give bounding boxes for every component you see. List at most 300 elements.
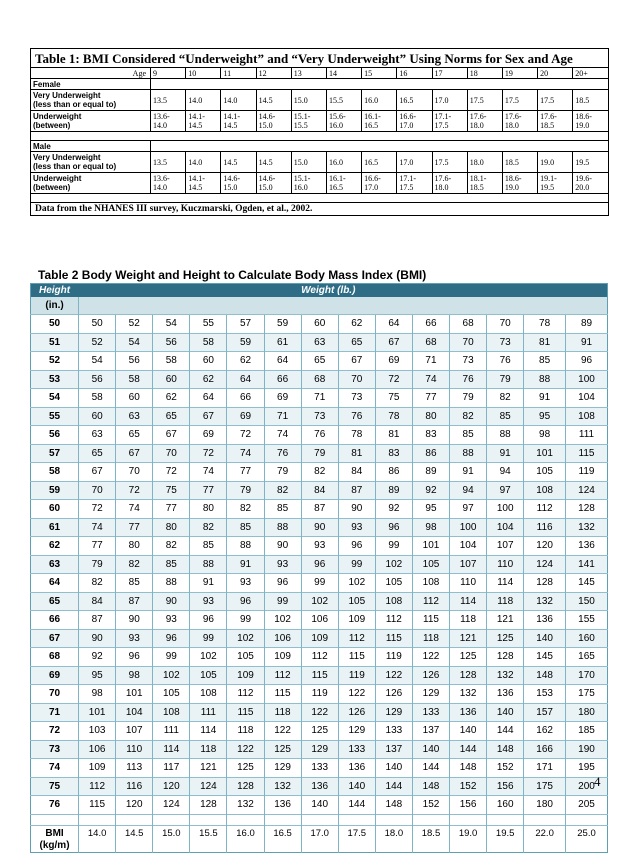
weight-cell: 140 xyxy=(487,703,524,722)
weight-cell: 97 xyxy=(450,500,487,519)
height-header: Height xyxy=(31,284,302,298)
weight-cell: 61 xyxy=(264,333,301,352)
male-underweight-cell: 16.1- 16.5 xyxy=(326,173,361,194)
weight-cell: 93 xyxy=(227,574,264,593)
female-underweight-cell: 17.6- 18.0 xyxy=(467,111,502,132)
height-cell: 72 xyxy=(31,722,79,741)
weight-cell: 129 xyxy=(412,685,449,704)
weight-cell: 109 xyxy=(227,666,264,685)
weight-cell: 80 xyxy=(116,537,153,556)
weight-cell: 67 xyxy=(338,352,375,371)
weight-cell: 79 xyxy=(264,463,301,482)
weight-cell: 104 xyxy=(116,703,153,722)
age-cell: 17 xyxy=(432,68,467,79)
female-underweight-cell: 15.6- 16.0 xyxy=(326,111,361,132)
height-cell: 66 xyxy=(31,611,79,630)
weight-cell: 140 xyxy=(524,629,566,648)
bmi-cell: 16.5 xyxy=(264,825,301,852)
bmi-cell: 15.5 xyxy=(190,825,227,852)
male-very-underweight-cell: 16.0 xyxy=(326,152,361,173)
weight-cell: 91 xyxy=(190,574,227,593)
weight-cell: 148 xyxy=(450,759,487,778)
weight-cell: 93 xyxy=(301,537,338,556)
weight-cell: 119 xyxy=(375,648,412,667)
table-row xyxy=(31,777,608,796)
weight-cell: 87 xyxy=(116,592,153,611)
age-cell: 20+ xyxy=(573,68,608,79)
weight-cell: 118 xyxy=(227,722,264,741)
height-cell: 71 xyxy=(31,703,79,722)
weight-cell: 108 xyxy=(190,685,227,704)
weight-cell: 129 xyxy=(375,703,412,722)
weight-cell: 66 xyxy=(412,315,449,334)
weight-cell: 121 xyxy=(487,611,524,630)
weight-cell: 88 xyxy=(227,537,264,556)
weight-cell: 156 xyxy=(487,777,524,796)
weight-cell: 81 xyxy=(338,444,375,463)
male-underweight-cell: 18.1- 18.5 xyxy=(467,173,502,194)
male-underweight-label: Underweight (between) xyxy=(31,173,151,194)
female-very-underweight-cell: 13.5 xyxy=(151,90,186,111)
weight-cell: 82 xyxy=(264,481,301,500)
weight-cell: 60 xyxy=(79,407,116,426)
weight-cell: 140 xyxy=(412,740,449,759)
bmi-cell: 14.0 xyxy=(79,825,116,852)
height-cell: 76 xyxy=(31,796,79,815)
table-row xyxy=(31,370,608,389)
table-row xyxy=(31,426,608,445)
weight-cell: 190 xyxy=(566,740,608,759)
age-cell: 14 xyxy=(326,68,361,79)
weight-cell: 78 xyxy=(375,407,412,426)
weight-cell: 136 xyxy=(487,685,524,704)
weight-cell: 122 xyxy=(264,722,301,741)
weight-cell: 56 xyxy=(116,352,153,371)
male-underweight-cell: 17.1- 17.5 xyxy=(397,173,432,194)
weight-cell: 102 xyxy=(264,611,301,630)
weight-cell: 114 xyxy=(487,574,524,593)
weight-cell: 99 xyxy=(264,592,301,611)
weight-cell: 109 xyxy=(79,759,116,778)
weight-cell: 108 xyxy=(524,481,566,500)
weight-cell: 90 xyxy=(79,629,116,648)
weight-cell: 98 xyxy=(412,518,449,537)
weight-cell: 86 xyxy=(375,463,412,482)
table1-title: Table 1: BMI Considered “Underweight” and “Very Underweight” Using Norms for Sex and Age xyxy=(31,49,609,68)
weight-cell: 91 xyxy=(227,555,264,574)
weight-cell: 101 xyxy=(412,537,449,556)
weight-cell: 85 xyxy=(153,555,190,574)
weight-cell: 145 xyxy=(566,574,608,593)
bmi-cell: 22.0 xyxy=(524,825,566,852)
weight-cell: 133 xyxy=(301,759,338,778)
weight-cell: 83 xyxy=(412,426,449,445)
weight-cell: 112 xyxy=(264,666,301,685)
weight-cell: 100 xyxy=(450,518,487,537)
weight-cell: 72 xyxy=(190,444,227,463)
age-cell: 18 xyxy=(467,68,502,79)
weight-cell: 60 xyxy=(190,352,227,371)
weight-cell: 62 xyxy=(153,389,190,408)
weight-cell: 111 xyxy=(153,722,190,741)
weight-cell: 148 xyxy=(412,777,449,796)
weight-cell: 58 xyxy=(79,389,116,408)
weight-cell: 99 xyxy=(153,648,190,667)
male-very-underweight-cell: 14.5 xyxy=(221,152,256,173)
weight-cell: 108 xyxy=(566,407,608,426)
weight-cell: 80 xyxy=(412,407,449,426)
weight-cell: 72 xyxy=(79,500,116,519)
weight-cell: 87 xyxy=(338,481,375,500)
weight-cell: 70 xyxy=(487,315,524,334)
weight-cell: 153 xyxy=(524,685,566,704)
male-very-underweight-row xyxy=(31,152,609,173)
weight-cell: 60 xyxy=(116,389,153,408)
weight-cell: 118 xyxy=(412,629,449,648)
weight-cell: 122 xyxy=(375,666,412,685)
female-very-underweight-row xyxy=(31,90,609,111)
table-row xyxy=(31,389,608,408)
weight-cell: 155 xyxy=(566,611,608,630)
weight-cell: 118 xyxy=(190,740,227,759)
weight-cell: 128 xyxy=(227,777,264,796)
weight-cell: 82 xyxy=(450,407,487,426)
weight-cell: 100 xyxy=(487,500,524,519)
weight-cell: 72 xyxy=(116,481,153,500)
weight-cell: 205 xyxy=(566,796,608,815)
male-section-row xyxy=(31,141,609,152)
weight-cell: 96 xyxy=(566,352,608,371)
weight-cell: 77 xyxy=(79,537,116,556)
weight-cell: 91 xyxy=(450,463,487,482)
weight-cell: 103 xyxy=(79,722,116,741)
weight-cell: 129 xyxy=(338,722,375,741)
weight-cell: 101 xyxy=(116,685,153,704)
table1-underweight-norms xyxy=(30,48,609,216)
weight-cell: 107 xyxy=(116,722,153,741)
height-cell: 74 xyxy=(31,759,79,778)
height-cell: 54 xyxy=(31,389,79,408)
weight-cell: 112 xyxy=(338,629,375,648)
table2-body xyxy=(31,315,608,853)
weight-cell: 112 xyxy=(412,592,449,611)
weight-cell: 92 xyxy=(375,500,412,519)
weight-cell: 109 xyxy=(301,629,338,648)
weight-cell: 144 xyxy=(412,759,449,778)
weight-cell: 106 xyxy=(264,629,301,648)
male-very-underweight-cell: 14.0 xyxy=(186,152,221,173)
weight-cell: 50 xyxy=(79,315,116,334)
weight-cell: 105 xyxy=(524,463,566,482)
weight-cell: 98 xyxy=(524,426,566,445)
weight-cell: 98 xyxy=(79,685,116,704)
female-underweight-label: Underweight (between) xyxy=(31,111,151,132)
weight-cell: 93 xyxy=(264,555,301,574)
weight-cell: 94 xyxy=(487,463,524,482)
table-row xyxy=(31,537,608,556)
weight-cell: 71 xyxy=(264,407,301,426)
weight-cell: 160 xyxy=(487,796,524,815)
weight-cell: 115 xyxy=(79,796,116,815)
weight-cell: 82 xyxy=(301,463,338,482)
weight-cell: 94 xyxy=(450,481,487,500)
table-row xyxy=(31,352,608,371)
table-row xyxy=(31,333,608,352)
table-row xyxy=(31,648,608,667)
weight-cell: 65 xyxy=(153,407,190,426)
height-cell: 61 xyxy=(31,518,79,537)
weight-cell: 119 xyxy=(338,666,375,685)
weight-cell: 119 xyxy=(566,463,608,482)
weight-cell: 92 xyxy=(79,648,116,667)
weight-cell: 65 xyxy=(301,352,338,371)
weight-cell: 66 xyxy=(227,389,264,408)
weight-cell: 54 xyxy=(153,315,190,334)
weight-cell: 166 xyxy=(524,740,566,759)
table2-title: Table 2 Body Weight and Height to Calculate Body Mass Index (BMI) xyxy=(38,268,427,282)
weight-cell: 71 xyxy=(301,389,338,408)
table-row xyxy=(31,555,608,574)
height-cell: 51 xyxy=(31,333,79,352)
weight-cell: 180 xyxy=(524,796,566,815)
weight-cell: 91 xyxy=(487,444,524,463)
weight-cell: 118 xyxy=(450,611,487,630)
weight-cell: 152 xyxy=(487,759,524,778)
weight-cell: 56 xyxy=(79,370,116,389)
weight-cell: 74 xyxy=(190,463,227,482)
weight-cell: 56 xyxy=(153,333,190,352)
weight-cell: 63 xyxy=(301,333,338,352)
weight-cell: 128 xyxy=(450,666,487,685)
weight-cell: 144 xyxy=(450,740,487,759)
bmi-cell: 19.0 xyxy=(450,825,487,852)
male-underweight-cell: 14.6- 15.0 xyxy=(221,173,256,194)
weight-cell: 115 xyxy=(412,611,449,630)
weight-cell: 67 xyxy=(79,463,116,482)
female-very-underweight-cell: 17.5 xyxy=(538,90,573,111)
table2-weight-height-bmi xyxy=(30,283,608,853)
weight-cell: 90 xyxy=(153,592,190,611)
weight-cell: 82 xyxy=(487,389,524,408)
weight-cell: 148 xyxy=(524,666,566,685)
weight-cell: 105 xyxy=(375,574,412,593)
weight-cell: 140 xyxy=(375,759,412,778)
weight-cell: 129 xyxy=(264,759,301,778)
weight-cell: 112 xyxy=(301,648,338,667)
table-row xyxy=(31,481,608,500)
weight-cell: 87 xyxy=(301,500,338,519)
weight-cell: 122 xyxy=(227,740,264,759)
male-underweight-cell: 13.6- 14.0 xyxy=(151,173,186,194)
weight-cell: 73 xyxy=(450,352,487,371)
female-very-underweight-label: Very Underweight (less than or equal to) xyxy=(31,90,151,111)
weight-cell: 96 xyxy=(375,518,412,537)
female-underweight-cell: 17.6- 18.5 xyxy=(538,111,573,132)
weight-cell: 132 xyxy=(450,685,487,704)
weight-cell: 128 xyxy=(524,574,566,593)
weight-cell: 101 xyxy=(524,444,566,463)
height-cell: 60 xyxy=(31,500,79,519)
height-cell: 62 xyxy=(31,537,79,556)
weight-cell: 77 xyxy=(153,500,190,519)
page-number: 4 xyxy=(594,774,601,789)
weight-cell: 89 xyxy=(566,315,608,334)
weight-cell: 77 xyxy=(227,463,264,482)
female-section-row xyxy=(31,79,609,90)
male-very-underweight-cell: 13.5 xyxy=(151,152,186,173)
weight-cell: 110 xyxy=(116,740,153,759)
weight-cell: 67 xyxy=(116,444,153,463)
weight-cell: 140 xyxy=(450,722,487,741)
male-underweight-cell: 16.6- 17.0 xyxy=(362,173,397,194)
weight-cell: 79 xyxy=(301,444,338,463)
weight-cell: 90 xyxy=(301,518,338,537)
weight-cell: 87 xyxy=(79,611,116,630)
weight-cell: 115 xyxy=(227,703,264,722)
weight-cell: 136 xyxy=(338,759,375,778)
weight-cell: 85 xyxy=(450,426,487,445)
female-underweight-cell: 17.6- 18.0 xyxy=(502,111,537,132)
table1-source-note: Data from the NHANES III survey, Kuczmarski, Ogden, et al., 2002. xyxy=(31,203,609,216)
weight-cell: 74 xyxy=(227,444,264,463)
weight-cell: 76 xyxy=(264,444,301,463)
weight-cell: 105 xyxy=(153,685,190,704)
weight-cell: 125 xyxy=(301,722,338,741)
weight-cell: 145 xyxy=(524,648,566,667)
bmi-cell: 17.0 xyxy=(301,825,338,852)
weight-cell: 72 xyxy=(153,463,190,482)
weight-cell: 101 xyxy=(79,703,116,722)
age-cell: 16 xyxy=(397,68,432,79)
height-cell: 53 xyxy=(31,370,79,389)
weight-cell: 90 xyxy=(338,500,375,519)
weight-cell: 88 xyxy=(487,426,524,445)
weight-cell: 200 xyxy=(566,777,608,796)
weight-cell: 102 xyxy=(227,629,264,648)
weight-cell: 85 xyxy=(116,574,153,593)
weight-cell: 65 xyxy=(338,333,375,352)
weight-cell: 67 xyxy=(190,407,227,426)
weight-cell: 108 xyxy=(375,592,412,611)
weight-cell: 67 xyxy=(375,333,412,352)
weight-cell: 93 xyxy=(153,611,190,630)
female-very-underweight-cell: 15.0 xyxy=(291,90,326,111)
weight-cell: 69 xyxy=(264,389,301,408)
weight-cell: 70 xyxy=(116,463,153,482)
weight-cell: 69 xyxy=(227,407,264,426)
weight-cell: 136 xyxy=(301,777,338,796)
weight-cell: 100 xyxy=(566,370,608,389)
table-row xyxy=(31,722,608,741)
female-very-underweight-cell: 17.5 xyxy=(467,90,502,111)
male-very-underweight-label: Very Underweight (less than or equal to) xyxy=(31,152,151,173)
weight-cell: 125 xyxy=(487,629,524,648)
bmi-cell: 18.0 xyxy=(375,825,412,852)
weight-cell: 89 xyxy=(412,463,449,482)
female-very-underweight-cell: 17.5 xyxy=(502,90,537,111)
male-very-underweight-cell: 17.0 xyxy=(397,152,432,173)
weight-cell: 98 xyxy=(116,666,153,685)
weight-cell: 156 xyxy=(450,796,487,815)
female-underweight-row xyxy=(31,111,609,132)
weight-cell: 118 xyxy=(487,592,524,611)
bmi-cell: 18.5 xyxy=(412,825,449,852)
weight-cell: 115 xyxy=(375,629,412,648)
weight-cell: 104 xyxy=(566,389,608,408)
weight-cell: 66 xyxy=(264,370,301,389)
weight-cell: 116 xyxy=(524,518,566,537)
weight-cell: 105 xyxy=(338,592,375,611)
weight-cell: 85 xyxy=(487,407,524,426)
weight-cell: 175 xyxy=(566,685,608,704)
weight-cell: 91 xyxy=(524,389,566,408)
table-row xyxy=(31,500,608,519)
weight-cell: 62 xyxy=(227,352,264,371)
weight-header: Weight (lb.) xyxy=(301,284,607,298)
weight-cell: 55 xyxy=(190,315,227,334)
weight-cell: 93 xyxy=(338,518,375,537)
table-row xyxy=(31,315,608,334)
table1-age-row xyxy=(31,68,609,79)
table-row xyxy=(31,611,608,630)
bmi-cell: 17.5 xyxy=(338,825,375,852)
female-very-underweight-cell: 14.5 xyxy=(256,90,291,111)
table-row xyxy=(31,629,608,648)
weight-cell: 121 xyxy=(450,629,487,648)
female-very-underweight-cell: 14.0 xyxy=(221,90,256,111)
male-very-underweight-cell: 16.5 xyxy=(362,152,397,173)
weight-cell: 69 xyxy=(190,426,227,445)
weight-cell: 75 xyxy=(153,481,190,500)
weight-cell: 65 xyxy=(79,444,116,463)
weight-cell: 72 xyxy=(227,426,264,445)
weight-cell: 102 xyxy=(190,648,227,667)
weight-cell: 102 xyxy=(375,555,412,574)
weight-cell: 132 xyxy=(264,777,301,796)
weight-cell: 114 xyxy=(450,592,487,611)
weight-cell: 90 xyxy=(116,611,153,630)
weight-cell: 73 xyxy=(338,389,375,408)
weight-cell: 170 xyxy=(566,666,608,685)
weight-cell: 88 xyxy=(524,370,566,389)
weight-cell: 140 xyxy=(301,796,338,815)
weight-cell: 82 xyxy=(153,537,190,556)
weight-cell: 81 xyxy=(524,333,566,352)
male-very-underweight-cell: 15.0 xyxy=(291,152,326,173)
weight-cell: 109 xyxy=(264,648,301,667)
weight-cell: 126 xyxy=(375,685,412,704)
weight-cell: 113 xyxy=(116,759,153,778)
table-row xyxy=(31,574,608,593)
weight-cell: 82 xyxy=(227,500,264,519)
bmi-row xyxy=(31,825,608,852)
weight-cell: 136 xyxy=(566,537,608,556)
weight-cell: 65 xyxy=(116,426,153,445)
weight-cell: 124 xyxy=(190,777,227,796)
bmi-cell: 15.0 xyxy=(153,825,190,852)
weight-cell: 110 xyxy=(450,574,487,593)
table2-header-row xyxy=(31,284,608,298)
weight-cell: 74 xyxy=(412,370,449,389)
weight-cell: 102 xyxy=(338,574,375,593)
weight-cell: 76 xyxy=(338,407,375,426)
weight-cell: 152 xyxy=(450,777,487,796)
age-cell: 11 xyxy=(221,68,256,79)
weight-cell: 62 xyxy=(190,370,227,389)
weight-cell: 105 xyxy=(190,666,227,685)
weight-cell: 99 xyxy=(375,537,412,556)
weight-cell: 82 xyxy=(190,518,227,537)
